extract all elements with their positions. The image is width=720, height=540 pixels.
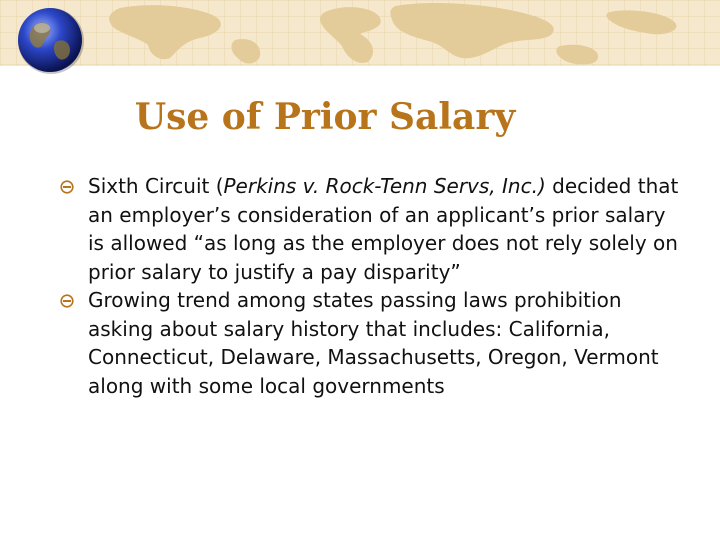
case-name: Perkins v. Rock-Tenn Servs, Inc.) — [223, 174, 546, 198]
bullet-text-after: decided that an employer’s consideration of an applicant’s prior salary is allowed “as long as the employer does not rely solely on prior salary to justify a pay disparity” — [88, 174, 679, 284]
bullet-item-growing-trend — [60, 286, 680, 400]
bullet-item-sixth-circuit — [60, 172, 680, 286]
bullet-icon — [60, 180, 74, 194]
bullet-list — [60, 172, 680, 400]
bullet-icon — [60, 294, 74, 308]
world-map-banner — [0, 0, 720, 66]
slide-title: Use of Prior Salary — [134, 96, 516, 138]
globe-icon — [16, 6, 86, 76]
bullet-text-before: Sixth Circuit ( — [88, 174, 224, 198]
bullet-text: Growing trend among states passing laws prohibition asking about salary history that includes: California, Connecticut, Delaware, Massachusetts, Oregon, Vermont along with some local governments — [88, 288, 659, 398]
